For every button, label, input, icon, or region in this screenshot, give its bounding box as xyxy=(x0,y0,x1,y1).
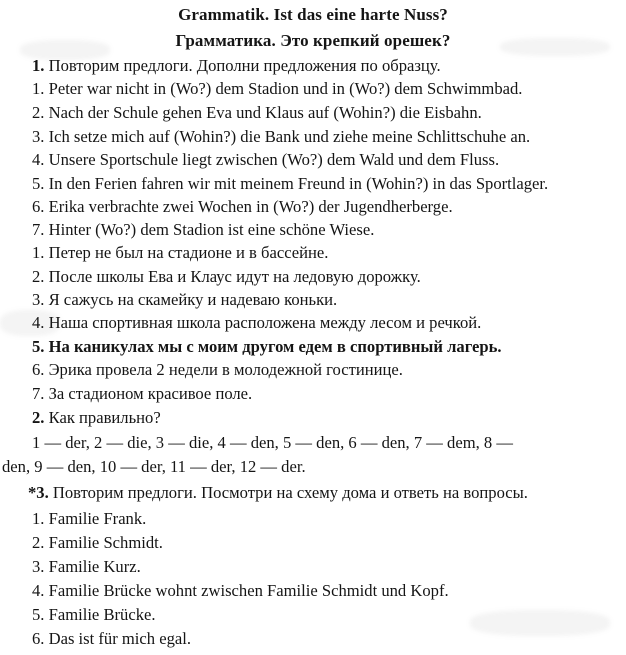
german-sentence-3: 3. Ich setze mich auf (Wohin?) die Bank und ziehe meine Schlittschuhe an. xyxy=(32,127,531,146)
russian-sentence-2: 2. После школы Ева и Клаус идут на ледовую дорожку. xyxy=(32,267,421,286)
russian-sentence-4: 4. Наша спортивная школа расположена между лесом и речкой. xyxy=(32,313,482,332)
exercise-1-number: 1. xyxy=(32,56,45,75)
exercise-3-answer-1: 1. Familie Frank. xyxy=(32,509,147,528)
exercise-2-instruction: Как правильно? xyxy=(48,408,161,427)
exercise-3-answer-3: 3. Familie Kurz. xyxy=(32,557,141,576)
german-sentence-6: 6. Erika verbrachte zwei Wochen in (Wo?) der Jugendherberge. xyxy=(32,197,453,216)
exercise-2-heading xyxy=(32,407,161,429)
exercise-2-number: 2. xyxy=(32,408,45,427)
german-sentence-7: 7. Hinter (Wo?) dem Stadion ist eine schöne Wiese. xyxy=(32,220,375,239)
page-title-russian: Грамматика. Это крепкий орешек? xyxy=(175,31,451,50)
exercise-1-instruction: Повторим предлоги. Дополни предложения по образцу. xyxy=(48,56,441,75)
exercise-1-heading xyxy=(32,55,441,77)
scan-smudge xyxy=(470,610,610,636)
exercise-3-number: *3. xyxy=(28,483,49,502)
russian-sentence-5: 5. На каникулах мы с моим другом едем в спортивный лагерь. xyxy=(32,337,502,356)
exercise-3-answer-2: 2. Familie Schmidt. xyxy=(32,533,163,552)
russian-sentence-1: 1. Петер не был на стадионе и в бассейне. xyxy=(32,243,329,262)
page-title-german: Grammatik. Ist das eine harte Nuss? xyxy=(178,5,448,24)
exercise-3-answer-6: 6. Das ist für mich egal. xyxy=(32,629,191,648)
exercise-2-answers-line-1: 1 — der, 2 — die, 3 — die, 4 — den, 5 — den, 6 — den, 7 — dem, 8 — xyxy=(32,433,513,452)
exercise-3-heading xyxy=(28,482,528,504)
russian-sentence-6: 6. Эрика провела 2 недели в молодежной гостинице. xyxy=(32,360,403,379)
exercise-3-answer-5: 5. Familie Brücke. xyxy=(32,605,156,624)
german-sentence-4: 4. Unsere Sportschule liegt zwischen (Wo?) dem Wald und dem Fluss. xyxy=(32,150,500,169)
russian-sentence-7: 7. За стадионом красивое поле. xyxy=(32,384,253,403)
exercise-3-instruction: Повторим предлоги. Посмотри на схему дома и ответь на вопросы. xyxy=(52,483,528,502)
exercise-2-answers-line-2: den, 9 — den, 10 — der, 11 — der, 12 — der. xyxy=(2,457,306,476)
german-sentence-1: 1. Peter war nicht in (Wo?) dem Stadion und in (Wo?) dem Schwimmbad. xyxy=(32,79,523,98)
german-sentence-2: 2. Nach der Schule gehen Eva und Klaus auf (Wohin?) die Eisbahn. xyxy=(32,103,482,122)
exercise-3-answer-4: 4. Familie Brücke wohnt zwischen Familie Schmidt und Kopf. xyxy=(32,581,449,600)
russian-sentence-3: 3. Я сажусь на скамейку и надеваю коньки. xyxy=(32,290,338,309)
german-sentence-5: 5. In den Ferien fahren wir mit meinem Freund in (Wohin?) in das Sportlager. xyxy=(32,174,549,193)
